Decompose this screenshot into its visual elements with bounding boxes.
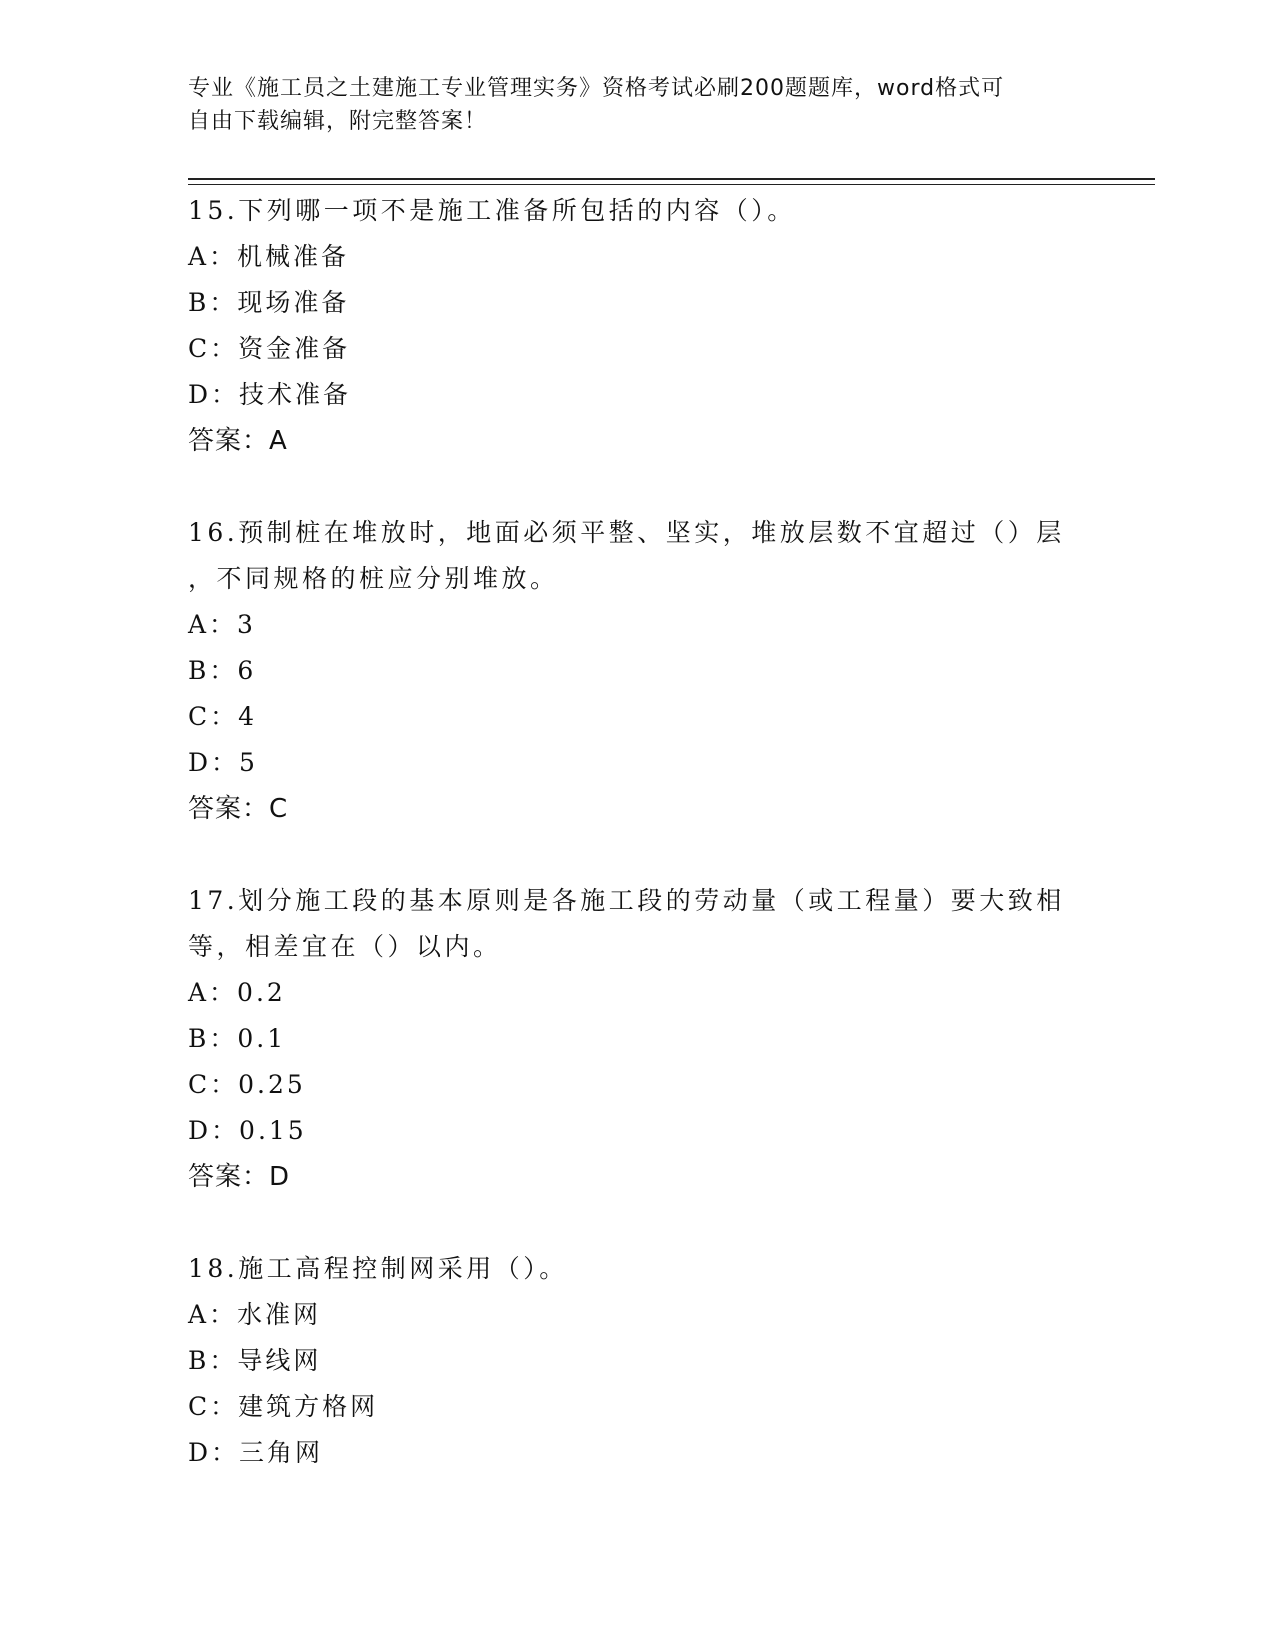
question-list bbox=[188, 188, 1088, 1522]
option-d: D：技术准备 bbox=[188, 380, 352, 409]
option-a: A：0.2 bbox=[188, 978, 286, 1007]
question-18 bbox=[188, 1246, 1088, 1476]
option-a: A：水准网 bbox=[188, 1300, 322, 1329]
option-b: B：导线网 bbox=[188, 1346, 322, 1375]
question-text: 15.下列哪一项不是施工准备所包括的内容（）。 bbox=[188, 196, 796, 225]
option-b: B：6 bbox=[188, 656, 257, 685]
question-text-line-2: 等，相差宜在（）以内。 bbox=[188, 932, 502, 961]
answer-label: 答案：C bbox=[188, 794, 289, 824]
option-c: C：建筑方格网 bbox=[188, 1392, 379, 1421]
question-15 bbox=[188, 188, 1088, 464]
question-text-line-1: 17.划分施工段的基本原则是各施工段的劳动量（或工程量）要大致相 bbox=[188, 886, 1065, 915]
option-d: D：5 bbox=[188, 748, 258, 777]
question-text: 18.施工高程控制网采用（）。 bbox=[188, 1254, 568, 1283]
header-divider bbox=[188, 178, 1155, 185]
option-a: A：3 bbox=[188, 610, 256, 639]
question-text-line-1: 16.预制桩在堆放时，地面必须平整、坚实，堆放层数不宜超过（）层 bbox=[188, 518, 1065, 547]
question-16 bbox=[188, 510, 1088, 832]
option-b: B：0.1 bbox=[188, 1024, 287, 1053]
answer-label: 答案：D bbox=[188, 1162, 291, 1192]
option-a: A：机械准备 bbox=[188, 242, 350, 271]
option-c: C：0.25 bbox=[188, 1070, 306, 1099]
option-d: D：三角网 bbox=[188, 1438, 324, 1467]
header-line-2: 自由下载编辑，附完整答案！ bbox=[188, 109, 488, 134]
question-17 bbox=[188, 878, 1088, 1200]
header-line-1: 专业《施工员之土建施工专业管理实务》资格考试必刷200题题库，word格式可 bbox=[188, 76, 1005, 101]
option-b: B：现场准备 bbox=[188, 288, 350, 317]
option-d: D：0.15 bbox=[188, 1116, 307, 1145]
answer-label: 答案：A bbox=[188, 426, 288, 456]
option-c: C：资金准备 bbox=[188, 334, 351, 363]
option-c: C：4 bbox=[188, 702, 258, 731]
page-header bbox=[188, 72, 1068, 138]
question-text-line-2: ，不同规格的桩应分别堆放。 bbox=[188, 564, 559, 593]
